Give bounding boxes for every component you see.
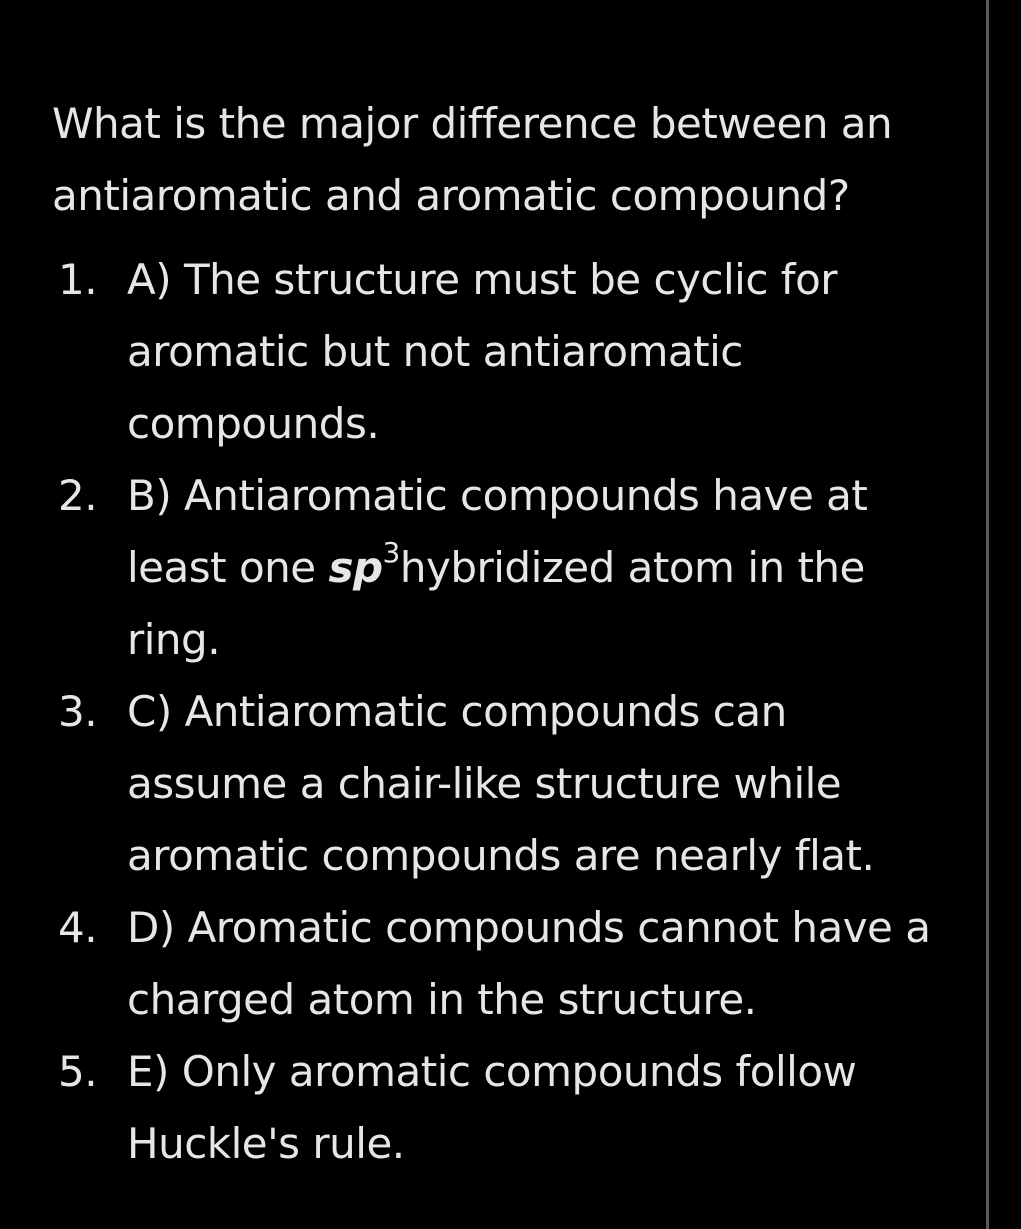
- option-text: D) Aromatic compounds cannot have a charged atom in the structure.: [127, 903, 931, 1024]
- option-number: 1.: [58, 255, 98, 304]
- question-panel: [52, 88, 932, 1180]
- superscript: 3: [382, 536, 400, 569]
- answer-option-e[interactable]: [52, 1036, 932, 1180]
- option-number: 3.: [58, 687, 98, 736]
- sp-term: sp: [328, 543, 383, 592]
- option-number: 2.: [58, 471, 98, 520]
- answer-option-b[interactable]: [52, 460, 932, 676]
- option-number: 4.: [58, 903, 98, 952]
- option-text-after: hybridized atom in the ring.: [127, 543, 865, 664]
- option-number: 5.: [58, 1047, 98, 1096]
- option-text: A) The structure must be cyclic for aromatic but not antiaromatic compounds.: [127, 255, 838, 448]
- question-text: What is the major difference between an antiaromatic and aromatic compound?: [52, 99, 893, 220]
- answer-option-a[interactable]: [52, 244, 932, 460]
- answer-option-c[interactable]: [52, 676, 932, 892]
- option-text: E) Only aromatic compounds follow Huckle's rule.: [127, 1047, 857, 1168]
- answer-option-d[interactable]: [52, 892, 932, 1036]
- answer-options-list: [52, 244, 932, 1180]
- option-text-before: B) Antiaromatic compounds have at least one: [127, 471, 868, 592]
- option-text: C) Antiaromatic compounds can assume a chair-like structure while aromatic compounds are nearly flat.: [127, 687, 875, 880]
- scrollbar[interactable]: [986, 0, 989, 1229]
